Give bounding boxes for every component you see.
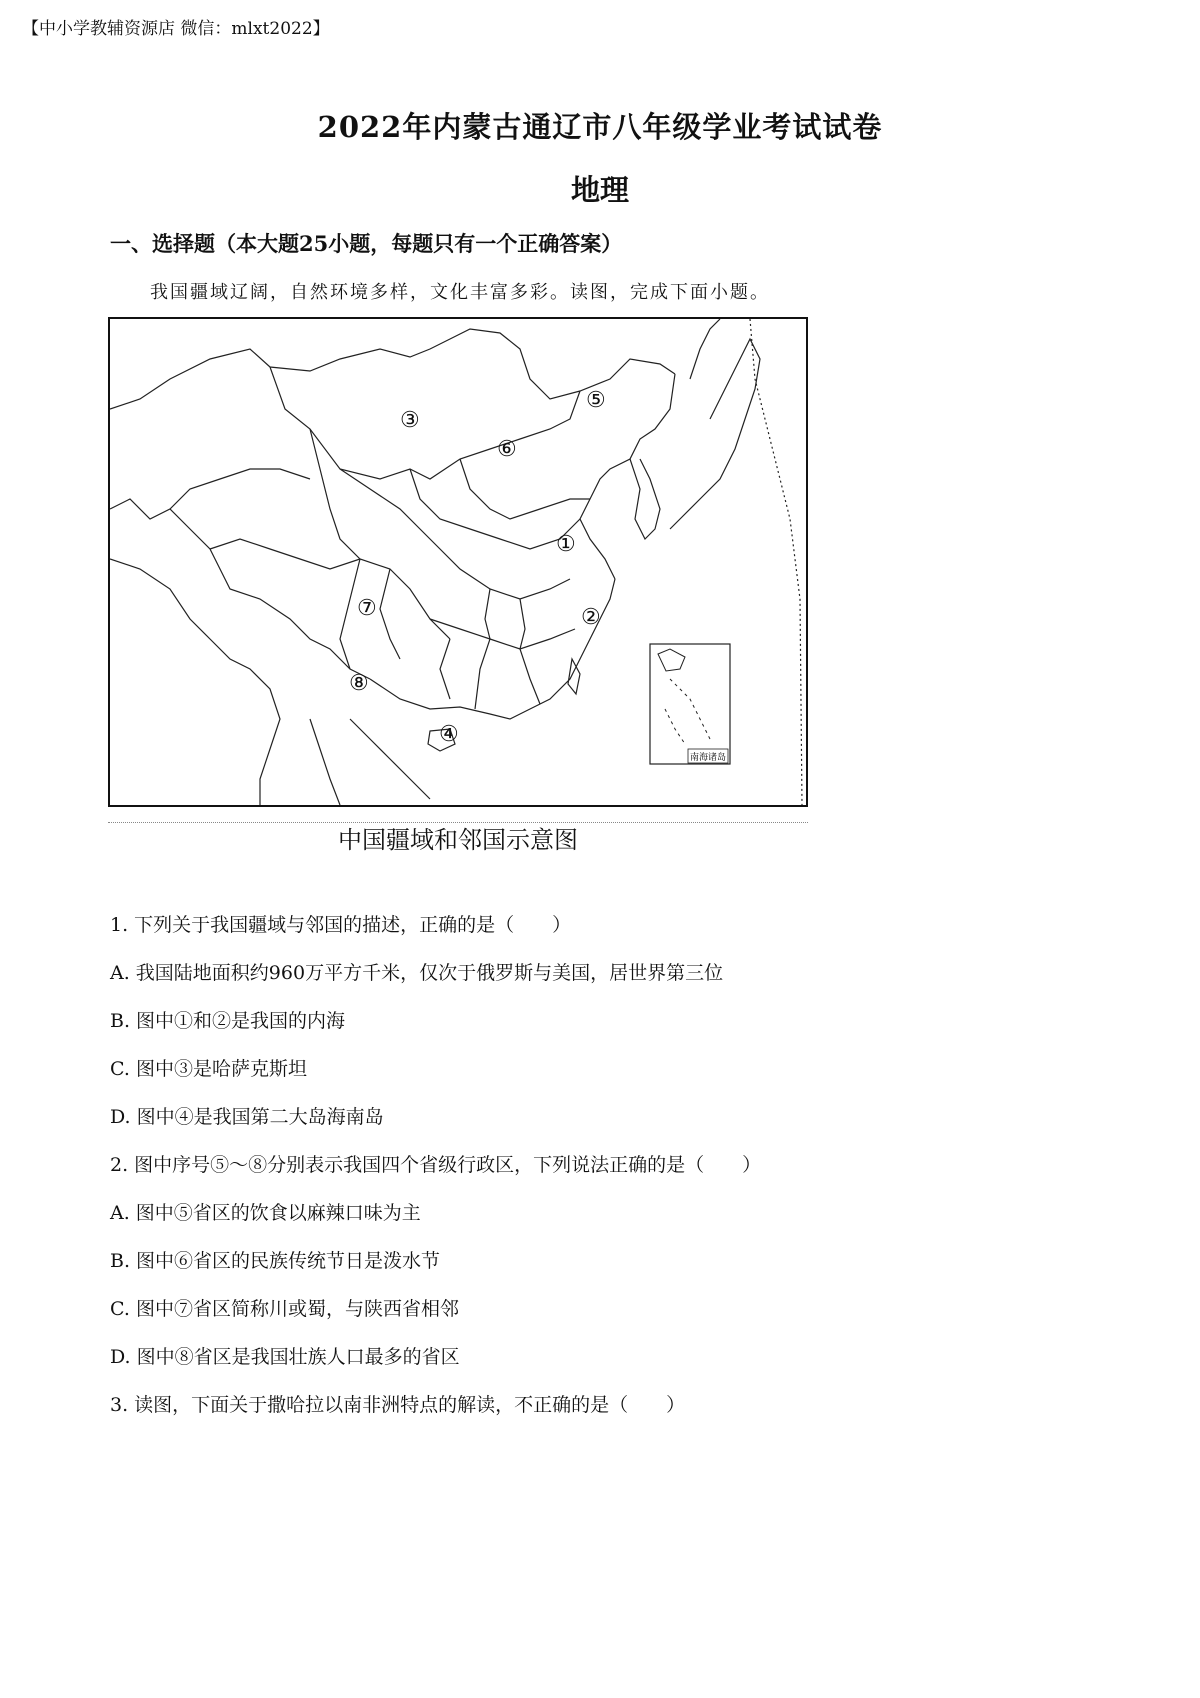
- question-1-option-a: A. 我国陆地面积约960万平方千米，仅次于俄罗斯与美国，居世界第三位: [110, 962, 724, 984]
- marker-6: ⑥: [497, 437, 517, 462]
- question-2-stem: 2. 图中序号⑤～⑧分别表示我国四个省级行政区，下列说法正确的是（ ）: [110, 1154, 762, 1176]
- subject-title: 地理: [570, 173, 629, 207]
- question-1-option-b: B. 图中①和②是我国的内海: [110, 1010, 346, 1032]
- question-1-option-d: D. 图中④是我国第二大岛海南岛: [110, 1106, 384, 1128]
- map-caption: 中国疆域和邻国示意图: [338, 826, 578, 854]
- exam-title: 2022年内蒙古通辽市八年级学业考试试卷: [317, 110, 883, 144]
- header-note: 【中小学教辅资源店 微信：mlxt2022】: [22, 19, 330, 39]
- question-2-option-b: B. 图中⑥省区的民族传统节日是泼水节: [110, 1250, 441, 1272]
- question-2-option-c: C. 图中⑦省区简称川或蜀，与陕西省相邻: [110, 1298, 459, 1320]
- question-3-stem: 3. 读图，下面关于撒哈拉以南非洲特点的解读，不正确的是（ ）: [110, 1394, 686, 1416]
- question-1-option-c: C. 图中③是哈萨克斯坦: [110, 1058, 307, 1080]
- question-2-option-a: A. 图中⑤省区的饮食以麻辣口味为主: [110, 1202, 421, 1224]
- marker-4: ④: [439, 722, 459, 747]
- marker-3: ③: [400, 408, 420, 433]
- china-map: [108, 317, 808, 807]
- marker-8: ⑧: [349, 671, 369, 696]
- section-heading: 一、选择题（本大题25小题，每题只有一个正确答案）: [110, 231, 623, 256]
- marker-1: ①: [556, 532, 576, 557]
- marker-7: ⑦: [357, 596, 377, 621]
- south-china-sea-inset: [650, 644, 730, 764]
- marker-2: ②: [581, 605, 601, 630]
- china-map-drawing: [110, 319, 806, 805]
- marker-5: ⑤: [586, 388, 606, 413]
- inset-label: 南海诸岛: [689, 753, 727, 763]
- question-1-stem: 1. 下列关于我国疆域与邻国的描述，正确的是（ ）: [110, 914, 572, 936]
- intro-text: 我国疆域辽阔，自然环境多样，文化丰富多彩。读图，完成下面小题。: [150, 282, 770, 303]
- question-2-option-d: D. 图中⑧省区是我国壮族人口最多的省区: [110, 1346, 460, 1368]
